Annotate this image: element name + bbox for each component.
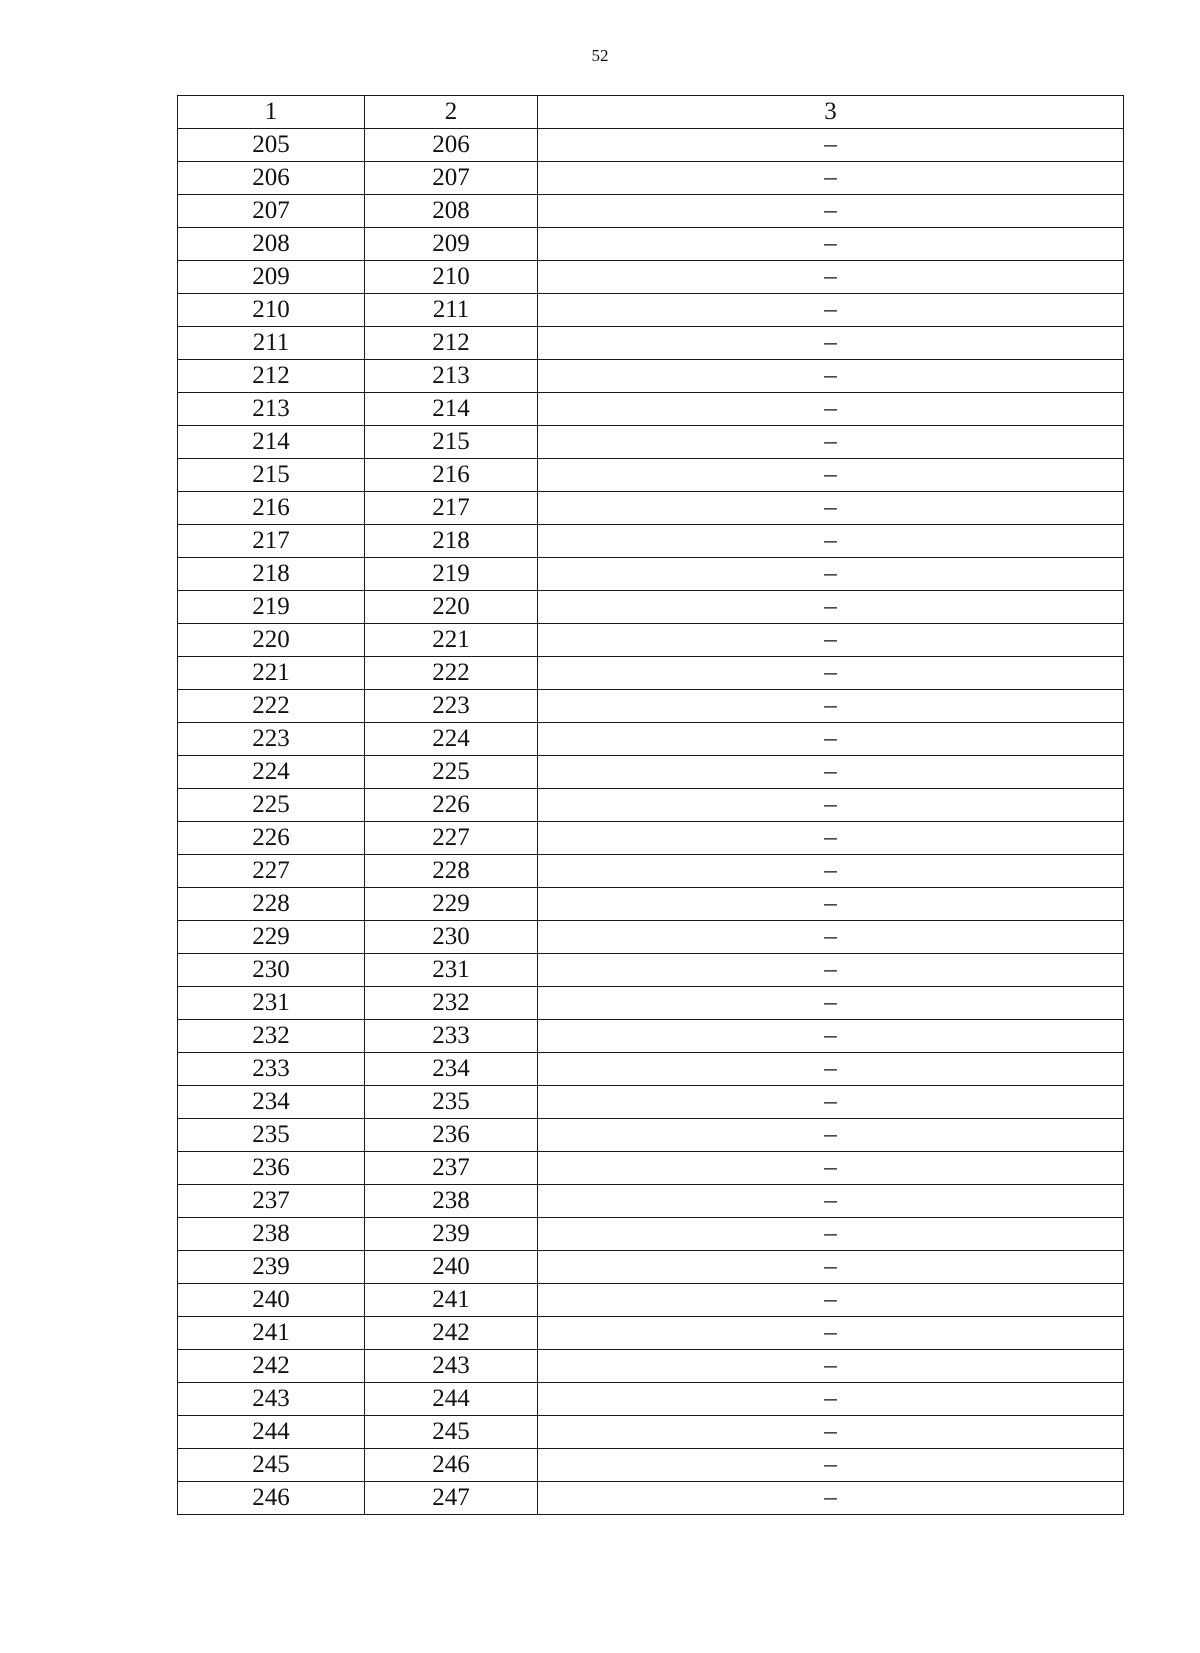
table-row: [178, 1350, 1124, 1383]
table-cell-col-3: –: [538, 558, 1124, 591]
table-cell-col-1: 223: [178, 723, 365, 756]
table-cell-col-2: 243: [365, 1350, 538, 1383]
table-cell-col-2: 211: [365, 294, 538, 327]
table-cell-col-2: 233: [365, 1020, 538, 1053]
table-cell-col-3: –: [538, 855, 1124, 888]
table-row: [178, 1119, 1124, 1152]
column-header-1: 1: [178, 96, 365, 129]
table-cell-col-2: 221: [365, 624, 538, 657]
table-cell-col-2: 222: [365, 657, 538, 690]
table-cell-col-1: 224: [178, 756, 365, 789]
table-cell-col-1: 220: [178, 624, 365, 657]
table-cell-col-3: –: [538, 591, 1124, 624]
table-row: [178, 1020, 1124, 1053]
table-cell-col-3: –: [538, 888, 1124, 921]
table-cell-col-3: –: [538, 1218, 1124, 1251]
table-cell-col-2: 212: [365, 327, 538, 360]
table-cell-col-1: 205: [178, 129, 365, 162]
table-row: [178, 1284, 1124, 1317]
table-cell-col-2: 236: [365, 1119, 538, 1152]
table-cell-col-3: –: [538, 393, 1124, 426]
table-cell-col-2: 209: [365, 228, 538, 261]
table-cell-col-1: 241: [178, 1317, 365, 1350]
page-number: 52: [591, 46, 609, 65]
table-cell-col-2: 227: [365, 822, 538, 855]
table-cell-col-3: –: [538, 360, 1124, 393]
table-cell-col-3: –: [538, 1119, 1124, 1152]
table-cell-col-1: 236: [178, 1152, 365, 1185]
table-row: [178, 888, 1124, 921]
table-cell-col-3: –: [538, 1416, 1124, 1449]
table-cell-col-2: 232: [365, 987, 538, 1020]
table-cell-col-3: –: [538, 690, 1124, 723]
table-cell-col-3: –: [538, 723, 1124, 756]
table-cell-col-1: 213: [178, 393, 365, 426]
table-cell-col-1: 244: [178, 1416, 365, 1449]
table-cell-col-1: 209: [178, 261, 365, 294]
table-cell-col-3: –: [538, 327, 1124, 360]
table-cell-col-3: –: [538, 789, 1124, 822]
table-cell-col-2: 238: [365, 1185, 538, 1218]
table-row: [178, 1053, 1124, 1086]
table-cell-col-2: 234: [365, 1053, 538, 1086]
table-cell-col-3: –: [538, 1086, 1124, 1119]
table-row: [178, 1317, 1124, 1350]
table-cell-col-3: –: [538, 756, 1124, 789]
table-cell-col-3: –: [538, 426, 1124, 459]
table-cell-col-2: 245: [365, 1416, 538, 1449]
table-cell-col-1: 242: [178, 1350, 365, 1383]
table-cell-col-3: –: [538, 525, 1124, 558]
table-cell-col-1: 212: [178, 360, 365, 393]
table-row: [178, 1185, 1124, 1218]
table-cell-col-3: –: [538, 1317, 1124, 1350]
table-cell-col-3: –: [538, 129, 1124, 162]
table-cell-col-2: 239: [365, 1218, 538, 1251]
table-cell-col-2: 246: [365, 1449, 538, 1482]
table-cell-col-2: 208: [365, 195, 538, 228]
table-row: [178, 525, 1124, 558]
column-header-2: 2: [365, 96, 538, 129]
table-cell-col-1: 246: [178, 1482, 365, 1515]
table-row: [178, 624, 1124, 657]
table-cell-col-3: –: [538, 1482, 1124, 1515]
table-cell-col-2: 225: [365, 756, 538, 789]
table-cell-col-2: 244: [365, 1383, 538, 1416]
table-cell-col-3: –: [538, 162, 1124, 195]
table-cell-col-1: 229: [178, 921, 365, 954]
table-cell-col-2: 240: [365, 1251, 538, 1284]
table-row: [178, 558, 1124, 591]
table-row: [178, 1218, 1124, 1251]
table-cell-col-1: 225: [178, 789, 365, 822]
table-cell-col-2: 241: [365, 1284, 538, 1317]
table-row: [178, 789, 1124, 822]
data-table: [177, 95, 1124, 1515]
table-cell-col-3: –: [538, 195, 1124, 228]
table-cell-col-3: –: [538, 1251, 1124, 1284]
table-cell-col-1: 215: [178, 459, 365, 492]
table-cell-col-1: 230: [178, 954, 365, 987]
table-row: [178, 822, 1124, 855]
table-cell-col-3: –: [538, 624, 1124, 657]
table-cell-col-1: 245: [178, 1449, 365, 1482]
table-cell-col-2: 207: [365, 162, 538, 195]
table-cell-col-1: 238: [178, 1218, 365, 1251]
table-cell-col-2: 218: [365, 525, 538, 558]
table-cell-col-1: 217: [178, 525, 365, 558]
table-row: [178, 261, 1124, 294]
table-row: [178, 360, 1124, 393]
table-cell-col-1: 243: [178, 1383, 365, 1416]
table-row: [178, 1416, 1124, 1449]
table-cell-col-1: 214: [178, 426, 365, 459]
table-cell-col-1: 237: [178, 1185, 365, 1218]
table-row: [178, 162, 1124, 195]
table-row: [178, 954, 1124, 987]
table-row: [178, 921, 1124, 954]
table-row: [178, 327, 1124, 360]
table-cell-col-1: 207: [178, 195, 365, 228]
table-cell-col-3: –: [538, 1020, 1124, 1053]
table-cell-col-2: 214: [365, 393, 538, 426]
table-cell-col-2: 224: [365, 723, 538, 756]
table-row: [178, 756, 1124, 789]
table-cell-col-3: –: [538, 294, 1124, 327]
table-cell-col-2: 226: [365, 789, 538, 822]
table-cell-col-1: 231: [178, 987, 365, 1020]
table-cell-col-3: –: [538, 492, 1124, 525]
table-cell-col-2: 247: [365, 1482, 538, 1515]
table-row: [178, 723, 1124, 756]
table-cell-col-2: 206: [365, 129, 538, 162]
header-row: [178, 96, 1124, 129]
table-row: [178, 492, 1124, 525]
table-cell-col-1: 222: [178, 690, 365, 723]
table-row: [178, 1251, 1124, 1284]
table-cell-col-1: 206: [178, 162, 365, 195]
table-cell-col-2: 216: [365, 459, 538, 492]
table-cell-col-1: 235: [178, 1119, 365, 1152]
table-row: [178, 1383, 1124, 1416]
table-cell-col-3: –: [538, 657, 1124, 690]
table-cell-col-3: –: [538, 1350, 1124, 1383]
table-cell-col-1: 208: [178, 228, 365, 261]
table-cell-col-3: –: [538, 261, 1124, 294]
table-cell-col-2: 220: [365, 591, 538, 624]
table-cell-col-3: –: [538, 1053, 1124, 1086]
table-row: [178, 855, 1124, 888]
table-row: [178, 657, 1124, 690]
table-cell-col-3: –: [538, 1383, 1124, 1416]
table-cell-col-3: –: [538, 1152, 1124, 1185]
table-cell-col-1: 211: [178, 327, 365, 360]
table-cell-col-1: 239: [178, 1251, 365, 1284]
table-row: [178, 1086, 1124, 1119]
table-cell-col-2: 235: [365, 1086, 538, 1119]
table-row: [178, 129, 1124, 162]
table-row: [178, 987, 1124, 1020]
table-cell-col-1: 226: [178, 822, 365, 855]
table-cell-col-1: 232: [178, 1020, 365, 1053]
table-cell-col-2: 237: [365, 1152, 538, 1185]
table-cell-col-2: 210: [365, 261, 538, 294]
table-cell-col-1: 218: [178, 558, 365, 591]
table-row: [178, 426, 1124, 459]
table-cell-col-2: 230: [365, 921, 538, 954]
table-cell-col-1: 221: [178, 657, 365, 690]
table-cell-col-3: –: [538, 822, 1124, 855]
table-cell-col-1: 228: [178, 888, 365, 921]
table-cell-col-2: 228: [365, 855, 538, 888]
table-cell-col-2: 242: [365, 1317, 538, 1350]
table-row: [178, 459, 1124, 492]
column-header-3: 3: [538, 96, 1124, 129]
table-row: [178, 294, 1124, 327]
table-cell-col-1: 234: [178, 1086, 365, 1119]
table-row: [178, 1449, 1124, 1482]
table-cell-col-2: 213: [365, 360, 538, 393]
table-cell-col-3: –: [538, 1284, 1124, 1317]
table-cell-col-1: 210: [178, 294, 365, 327]
table-cell-col-3: –: [538, 987, 1124, 1020]
table-cell-col-1: 219: [178, 591, 365, 624]
table-cell-col-1: 233: [178, 1053, 365, 1086]
table-cell-col-2: 219: [365, 558, 538, 591]
table-cell-col-2: 215: [365, 426, 538, 459]
table-cell-col-3: –: [538, 1449, 1124, 1482]
table-row: [178, 591, 1124, 624]
table-cell-col-3: –: [538, 228, 1124, 261]
table-row: [178, 393, 1124, 426]
table-cell-col-1: 227: [178, 855, 365, 888]
table-cell-col-2: 223: [365, 690, 538, 723]
table-row: [178, 690, 1124, 723]
table-cell-col-2: 229: [365, 888, 538, 921]
table-cell-col-1: 240: [178, 1284, 365, 1317]
table-cell-col-3: –: [538, 1185, 1124, 1218]
table-cell-col-3: –: [538, 921, 1124, 954]
table-row: [178, 1482, 1124, 1515]
table-row: [178, 195, 1124, 228]
table-cell-col-2: 231: [365, 954, 538, 987]
table-cell-col-3: –: [538, 459, 1124, 492]
table-body: [178, 129, 1124, 1515]
table-cell-col-1: 216: [178, 492, 365, 525]
table-cell-col-3: –: [538, 954, 1124, 987]
table-row: [178, 1152, 1124, 1185]
table-row: [178, 228, 1124, 261]
table-cell-col-2: 217: [365, 492, 538, 525]
